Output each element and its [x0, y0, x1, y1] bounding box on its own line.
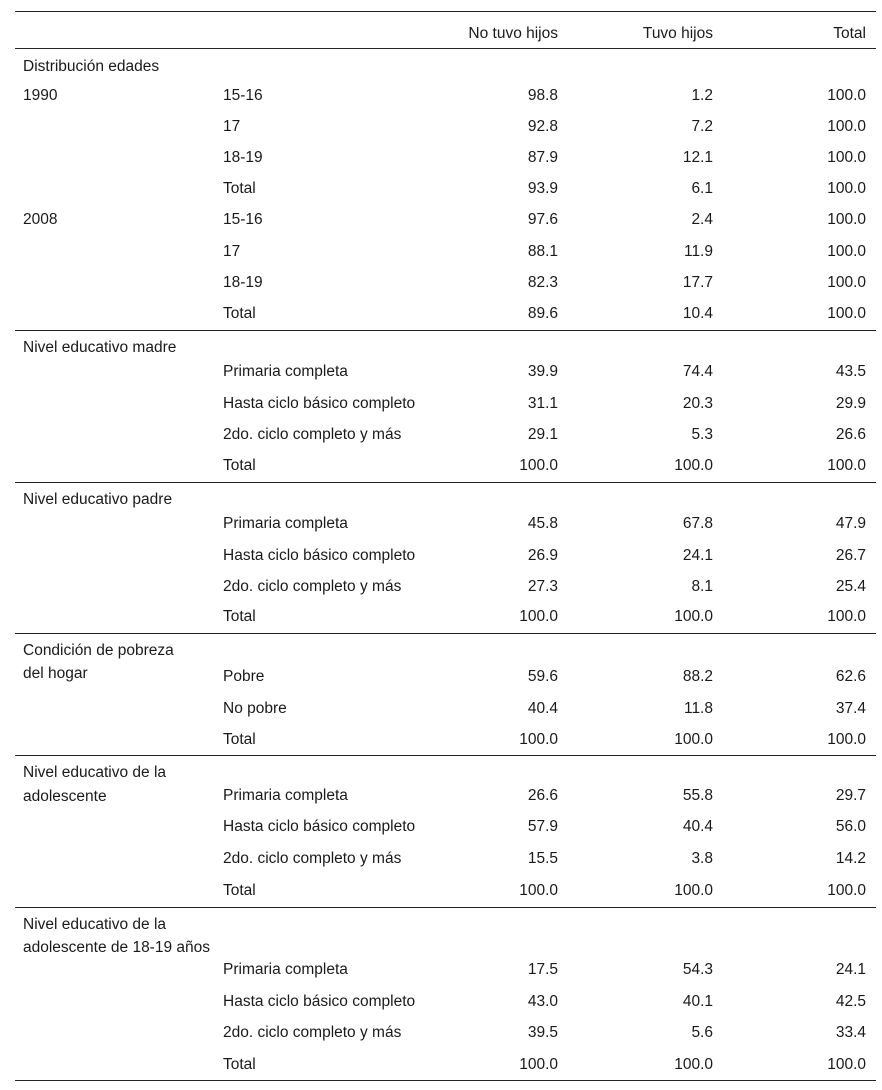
header-total: Total	[833, 25, 866, 42]
value-total: 100.0	[827, 87, 866, 104]
value-total: 62.6	[835, 668, 866, 685]
value-no-tuvo: 92.8	[527, 118, 558, 135]
header-tuvo-hijos: Tuvo hijos	[642, 25, 713, 42]
value-no-tuvo: 82.3	[527, 274, 558, 291]
value-total: 100.0	[827, 305, 866, 322]
value-no-tuvo: 100.0	[519, 608, 558, 625]
value-tuvo: 7.2	[691, 118, 713, 135]
value-tuvo: 100.0	[674, 882, 713, 899]
value-no-tuvo: 57.9	[527, 818, 558, 835]
section-title-padre: Nivel educativo padre	[23, 491, 173, 508]
section-title-pobreza-line2: del hogar	[23, 665, 88, 682]
value-tuvo: 11.8	[683, 700, 713, 717]
section-title-edades: Distribución edades	[23, 58, 160, 75]
row-label: No pobre	[223, 700, 287, 717]
value-no-tuvo: 40.4	[527, 700, 558, 717]
value-tuvo: 6.1	[691, 180, 713, 197]
row-label: 18-19	[223, 274, 263, 291]
value-total: 14.2	[835, 850, 866, 867]
value-no-tuvo: 89.6	[527, 305, 558, 322]
value-tuvo: 40.1	[682, 993, 713, 1010]
section-title-adolescente-line1: Nivel educativo de la	[23, 764, 167, 781]
section-title-adolescente-1819-line1: Nivel educativo de la	[23, 916, 167, 933]
value-total: 100.0	[827, 457, 866, 474]
row-label: Primaria completa	[223, 961, 348, 978]
value-total: 100.0	[827, 274, 866, 291]
value-tuvo: 54.3	[682, 961, 713, 978]
row-label: 18-19	[223, 149, 263, 166]
value-total: 100.0	[827, 608, 866, 625]
year-2008: 2008	[23, 211, 58, 228]
value-no-tuvo: 100.0	[519, 882, 558, 899]
row-label: Total	[223, 608, 256, 625]
row-label: 2do. ciclo completo y más	[223, 850, 402, 867]
value-tuvo: 5.3	[691, 426, 713, 443]
value-total: 37.4	[835, 700, 866, 717]
value-tuvo: 3.8	[691, 850, 713, 867]
value-tuvo: 24.1	[682, 547, 713, 564]
value-tuvo: 100.0	[674, 608, 713, 625]
rule-section-6	[15, 907, 876, 908]
value-no-tuvo: 39.5	[527, 1024, 558, 1041]
value-tuvo: 55.8	[682, 787, 713, 804]
value-total: 25.4	[835, 578, 866, 595]
value-no-tuvo: 59.6	[527, 668, 558, 685]
row-label: Hasta ciclo básico completo	[223, 547, 416, 564]
value-tuvo: 5.6	[691, 1024, 713, 1041]
value-tuvo: 10.4	[682, 305, 713, 322]
row-label: Primaria completa	[223, 515, 348, 532]
row-label: Total	[223, 457, 256, 474]
value-total: 100.0	[827, 149, 866, 166]
value-tuvo: 40.4	[682, 818, 713, 835]
value-tuvo: 1.2	[691, 87, 713, 104]
row-label: Primaria completa	[223, 363, 348, 380]
value-no-tuvo: 100.0	[519, 1056, 558, 1073]
value-total: 100.0	[827, 882, 866, 899]
value-total: 100.0	[827, 118, 866, 135]
row-label: Primaria completa	[223, 787, 348, 804]
section-title-madre: Nivel educativo madre	[23, 339, 177, 356]
value-total: 24.1	[835, 961, 866, 978]
value-tuvo: 74.4	[682, 363, 713, 380]
value-no-tuvo: 43.0	[527, 993, 558, 1010]
row-label: 15-16	[223, 211, 263, 228]
value-total: 100.0	[827, 243, 866, 260]
value-no-tuvo: 29.1	[527, 426, 558, 443]
value-no-tuvo: 31.1	[527, 395, 558, 412]
value-no-tuvo: 97.6	[527, 211, 558, 228]
row-label: 2do. ciclo completo y más	[223, 578, 402, 595]
value-total: 100.0	[827, 1056, 866, 1073]
row-label: Total	[223, 180, 256, 197]
value-no-tuvo: 100.0	[519, 457, 558, 474]
row-label: 17	[223, 243, 241, 260]
rule-section-4	[15, 633, 876, 634]
value-tuvo: 20.3	[682, 395, 713, 412]
rule-section-5	[15, 755, 876, 756]
section-title-adolescente-1819-line2: adolescente de 18-19 años	[23, 939, 211, 956]
row-label: Hasta ciclo básico completo	[223, 395, 416, 412]
value-no-tuvo: 26.9	[527, 547, 558, 564]
rule-top	[15, 11, 876, 12]
header-no-tuvo-hijos: No tuvo hijos	[468, 25, 558, 42]
row-label: 15-16	[223, 87, 263, 104]
value-total: 56.0	[835, 818, 866, 835]
row-label: Total	[223, 882, 256, 899]
row-label: Hasta ciclo básico completo	[223, 993, 416, 1010]
value-tuvo: 2.4	[691, 211, 713, 228]
value-total: 100.0	[827, 731, 866, 748]
value-tuvo: 8.1	[691, 578, 713, 595]
value-no-tuvo: 100.0	[519, 731, 558, 748]
row-label: 17	[223, 118, 241, 135]
value-total: 42.5	[835, 993, 866, 1010]
value-total: 47.9	[835, 515, 866, 532]
value-total: 29.7	[835, 787, 866, 804]
row-label: 2do. ciclo completo y más	[223, 1024, 402, 1041]
value-tuvo: 17.7	[682, 274, 713, 291]
value-no-tuvo: 15.5	[527, 850, 558, 867]
year-1990: 1990	[23, 87, 58, 104]
row-label: Pobre	[223, 668, 265, 685]
rule-section-2	[15, 330, 876, 331]
rule-section-3	[15, 482, 876, 483]
section-title-adolescente-line2: adolescente	[23, 788, 107, 805]
value-tuvo: 100.0	[674, 457, 713, 474]
value-no-tuvo: 26.6	[527, 787, 558, 804]
value-tuvo: 12.1	[682, 149, 713, 166]
value-total: 43.5	[835, 363, 866, 380]
row-label: Total	[223, 1056, 256, 1073]
value-total: 26.7	[835, 547, 866, 564]
row-label: Total	[223, 731, 256, 748]
row-label: 2do. ciclo completo y más	[223, 426, 402, 443]
rule-bottom	[15, 1080, 876, 1081]
value-total: 33.4	[835, 1024, 866, 1041]
rule-header	[15, 48, 876, 49]
value-tuvo: 11.9	[683, 243, 713, 260]
value-total: 100.0	[827, 180, 866, 197]
row-label: Total	[223, 305, 256, 322]
value-no-tuvo: 45.8	[527, 515, 558, 532]
value-total: 26.6	[835, 426, 866, 443]
row-label: Hasta ciclo básico completo	[223, 818, 416, 835]
value-tuvo: 88.2	[682, 668, 713, 685]
value-no-tuvo: 93.9	[527, 180, 558, 197]
value-tuvo: 67.8	[682, 515, 713, 532]
value-no-tuvo: 17.5	[527, 961, 558, 978]
value-no-tuvo: 39.9	[527, 363, 558, 380]
section-title-pobreza-line1: Condición de pobreza	[23, 642, 174, 659]
value-tuvo: 100.0	[674, 1056, 713, 1073]
value-total: 100.0	[827, 211, 866, 228]
value-total: 29.9	[835, 395, 866, 412]
value-no-tuvo: 98.8	[527, 87, 558, 104]
value-tuvo: 100.0	[674, 731, 713, 748]
value-no-tuvo: 27.3	[527, 578, 558, 595]
value-no-tuvo: 88.1	[527, 243, 558, 260]
value-no-tuvo: 87.9	[527, 149, 558, 166]
